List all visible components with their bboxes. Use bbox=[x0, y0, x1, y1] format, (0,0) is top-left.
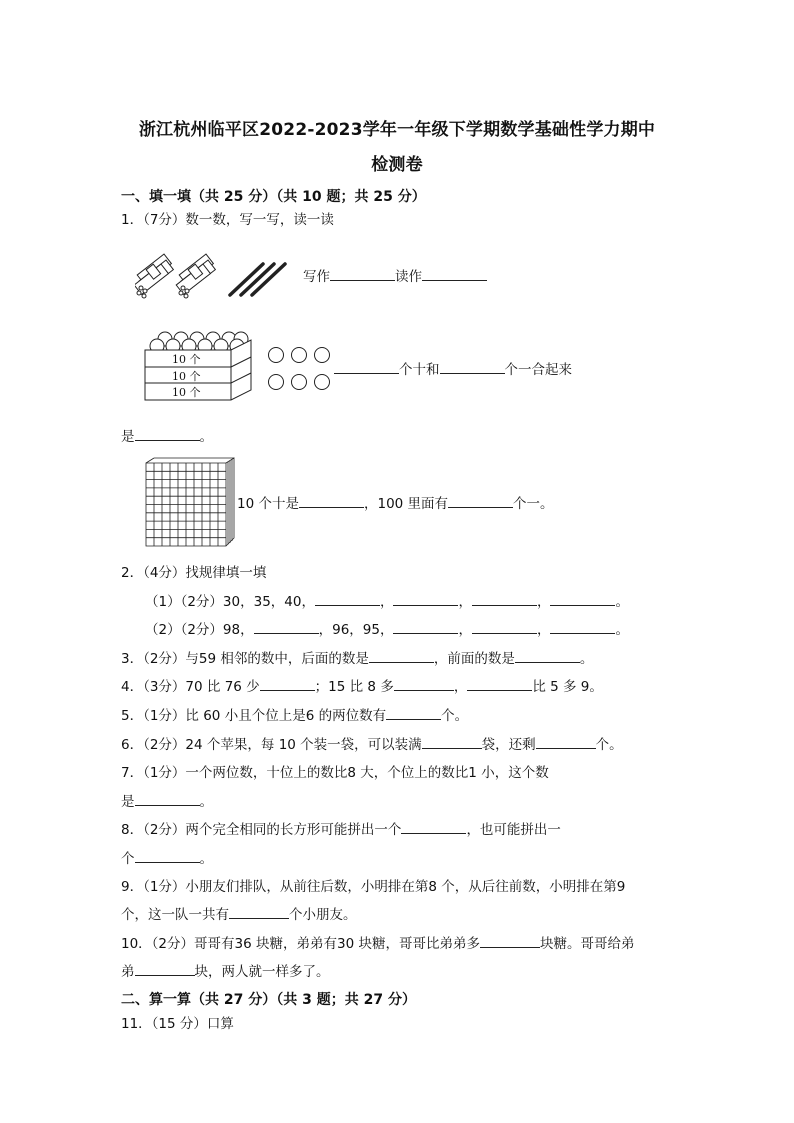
answer-blank[interactable] bbox=[440, 359, 505, 374]
separator: ， bbox=[536, 594, 551, 610]
question-2-sub2 bbox=[145, 618, 629, 638]
hundred-grid-icon bbox=[144, 457, 238, 549]
answer-blank[interactable] bbox=[448, 493, 513, 508]
end-mark: 。 bbox=[199, 794, 213, 810]
question-text: 是 bbox=[121, 794, 135, 810]
question-text: 比 5 多 9。 bbox=[532, 679, 603, 695]
end-mark: 。 bbox=[199, 429, 213, 445]
answer-blank[interactable] bbox=[229, 904, 289, 919]
question-1-grid bbox=[237, 492, 554, 512]
write-label: 写作 bbox=[303, 269, 330, 285]
question-7-cont bbox=[121, 790, 213, 810]
answer-blank[interactable] bbox=[334, 359, 399, 374]
answer-blank[interactable] bbox=[386, 705, 441, 720]
question-text: 个，这一队一共有 bbox=[121, 907, 229, 923]
answer-blank[interactable] bbox=[393, 619, 458, 634]
answer-blank[interactable] bbox=[467, 676, 532, 691]
separator: ， bbox=[458, 622, 472, 638]
circle-icon bbox=[291, 347, 307, 363]
answer-blank[interactable] bbox=[254, 619, 319, 634]
answer-blank[interactable] bbox=[315, 591, 380, 606]
page-title-line2: 检测卷 bbox=[371, 155, 423, 175]
question-text: 4．（3分）70 比 76 少 bbox=[121, 679, 260, 695]
tens-text: 个十和 bbox=[399, 362, 440, 378]
answer-blank[interactable] bbox=[135, 848, 200, 863]
end-mark: 。 bbox=[615, 622, 629, 638]
sub-question-text: ，96，95， bbox=[318, 622, 394, 638]
question-4 bbox=[121, 675, 603, 695]
stick-bundle-icon bbox=[176, 254, 215, 298]
answer-blank[interactable] bbox=[472, 619, 537, 634]
answer-blank[interactable] bbox=[135, 961, 195, 976]
answer-blank[interactable] bbox=[260, 676, 315, 691]
question-2-stem: 2．（4分）找规律填一填 bbox=[121, 565, 267, 581]
question-text: 个 bbox=[121, 851, 135, 867]
answer-blank[interactable] bbox=[394, 676, 454, 691]
ones-text: 个一合起来 bbox=[504, 362, 572, 378]
answer-blank[interactable] bbox=[422, 734, 482, 749]
question-text: 10．（2分）哥哥有36 块糖，弟弟有30 块糖，哥哥比弟弟多 bbox=[121, 936, 480, 952]
answer-blank[interactable] bbox=[393, 591, 458, 606]
answer-blank[interactable] bbox=[330, 266, 395, 281]
sub-question-text: （2）（2分）98， bbox=[145, 622, 254, 638]
grid-text: ，100 里面有 bbox=[363, 496, 449, 512]
end-mark: 。 bbox=[615, 594, 629, 610]
question-8-cont bbox=[121, 847, 213, 867]
question-9: 9．（1分）小朋友们排队，从前往后数，小明排在第8 个，从后往前数，小明排在第9 bbox=[121, 879, 626, 895]
separator: ， bbox=[453, 679, 468, 695]
question-8 bbox=[121, 818, 561, 838]
sub-question-text: （1）（2分）30，35，40， bbox=[145, 594, 315, 610]
question-1-is bbox=[121, 425, 213, 445]
page-title: 浙江杭州临平区2022-2023学年一年级下学期数学基础性学力期中 bbox=[138, 120, 656, 140]
box-label: 10 个 bbox=[172, 386, 201, 399]
end-mark: 。 bbox=[199, 851, 213, 867]
circle-icon bbox=[268, 347, 284, 363]
separator: ， bbox=[536, 622, 551, 638]
separator: ， bbox=[379, 594, 394, 610]
circle-icon bbox=[291, 374, 307, 390]
read-label: 读作 bbox=[395, 269, 422, 285]
question-text: ，也可能拼出一 bbox=[466, 822, 561, 838]
question-text: 弟 bbox=[121, 964, 135, 980]
stick-icon bbox=[230, 264, 285, 295]
question-10-cont bbox=[121, 960, 330, 980]
stick-bundles-figure bbox=[135, 250, 295, 300]
answer-blank[interactable] bbox=[135, 426, 200, 441]
circle-icon bbox=[268, 374, 284, 390]
question-text: 3．（2分）与59 相邻的数中，后面的数是 bbox=[121, 651, 369, 667]
question-10 bbox=[121, 932, 634, 952]
question-1-stem: 1．（7分）数一数，写一写，读一读 bbox=[121, 212, 334, 228]
grid-text: 个一。 bbox=[513, 496, 554, 512]
separator: ， bbox=[458, 594, 472, 610]
answer-blank[interactable] bbox=[550, 619, 615, 634]
question-1-tens-ones bbox=[334, 358, 572, 378]
question-5 bbox=[121, 704, 468, 724]
answer-blank[interactable] bbox=[480, 933, 540, 948]
question-9-cont bbox=[121, 903, 357, 923]
question-text: 8．（2分）两个完全相同的长方形可能拼出一个 bbox=[121, 822, 402, 838]
answer-blank[interactable] bbox=[401, 819, 466, 834]
box-label: 10 个 bbox=[172, 370, 201, 383]
question-text: 个。 bbox=[441, 708, 469, 724]
question-7: 7．（1分）一个两位数，十位上的数比8 大，个位上的数比1 小，这个数 bbox=[121, 765, 549, 781]
question-text: ，前面的数是 bbox=[433, 651, 515, 667]
is-text: 是 bbox=[121, 429, 135, 445]
answer-blank[interactable] bbox=[135, 791, 200, 806]
section-heading-2: 二、算一算（共 27 分）（共 3 题；共 27 分） bbox=[121, 992, 416, 1008]
answer-blank[interactable] bbox=[299, 493, 364, 508]
answer-blank[interactable] bbox=[536, 734, 596, 749]
answer-blank[interactable] bbox=[550, 591, 615, 606]
stick-bundle-icon bbox=[135, 254, 173, 298]
question-3 bbox=[121, 647, 593, 667]
question-1-write-read bbox=[303, 265, 487, 285]
section-heading-1: 一、填一填（共 25 分）（共 10 题；共 25 分） bbox=[121, 189, 426, 205]
question-text: 袋，还剩 bbox=[481, 737, 536, 753]
question-6 bbox=[121, 733, 623, 753]
question-text: 块，两人就一样多了。 bbox=[194, 964, 330, 980]
question-2-sub1 bbox=[145, 590, 629, 610]
answer-blank[interactable] bbox=[472, 591, 537, 606]
question-text: ；15 比 8 多 bbox=[314, 679, 394, 695]
end-mark: 。 bbox=[579, 651, 594, 667]
answer-blank[interactable] bbox=[369, 648, 434, 663]
question-text: 5．（1分）比 60 小且个位上是6 的两位数有 bbox=[121, 708, 387, 724]
circle-icon bbox=[314, 347, 330, 363]
answer-blank[interactable] bbox=[422, 266, 487, 281]
question-text: 个小朋友。 bbox=[289, 907, 357, 923]
question-text: 块糖。哥哥给弟 bbox=[539, 936, 635, 952]
question-11-stem: 11．（15 分）口算 bbox=[121, 1016, 234, 1032]
box-label: 10 个 bbox=[172, 353, 201, 366]
question-text: 6．（2分）24 个苹果，每 10 个装一袋，可以装满 bbox=[121, 737, 422, 753]
grid-text: 10 个十是 bbox=[237, 496, 299, 512]
answer-blank[interactable] bbox=[515, 648, 580, 663]
question-text: 个。 bbox=[595, 737, 623, 753]
circle-icon bbox=[314, 374, 330, 390]
